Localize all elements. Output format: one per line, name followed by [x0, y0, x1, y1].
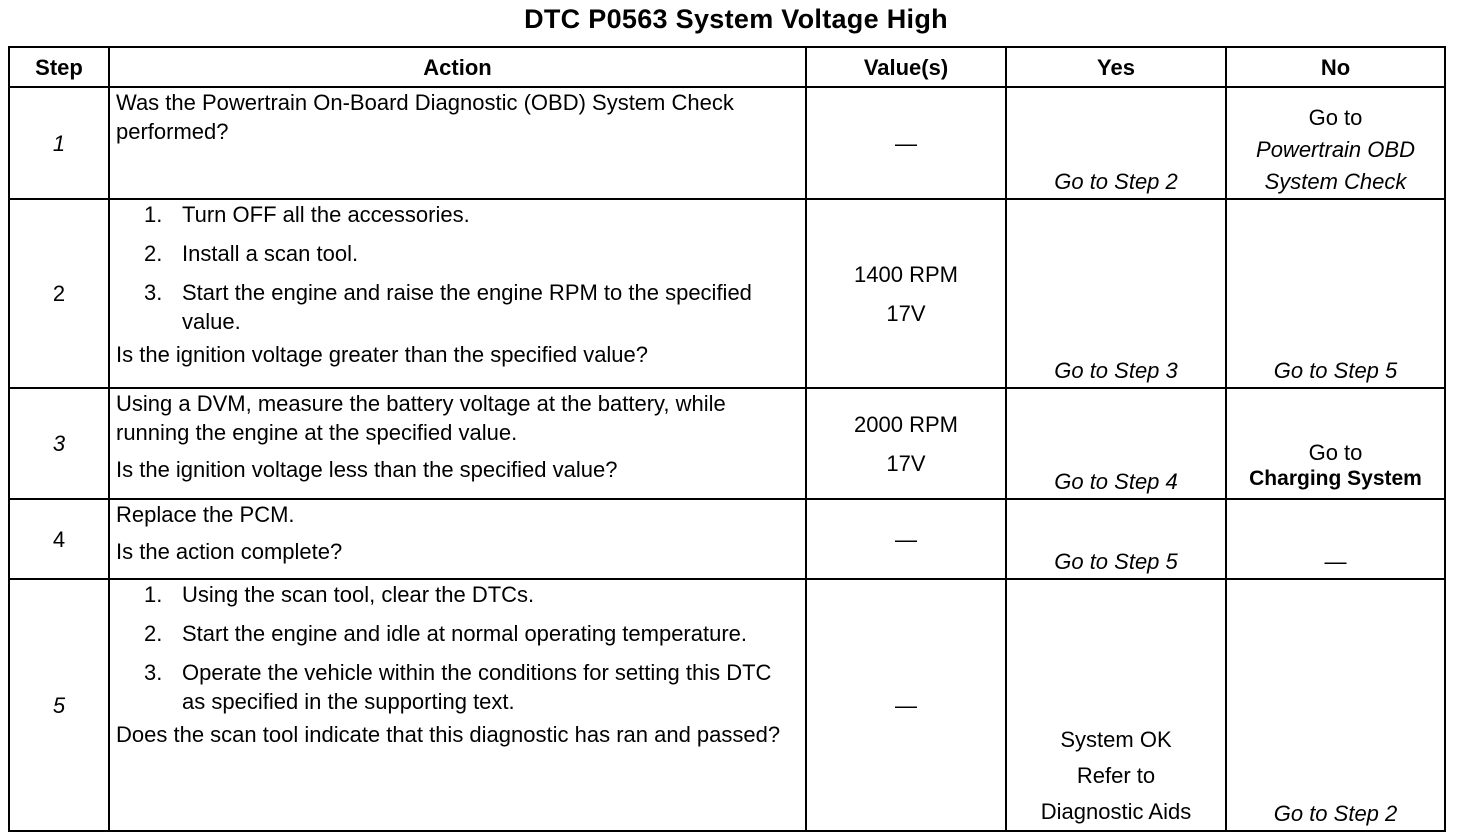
action-question: Is the ignition voltage greater than the specified value? [116, 342, 649, 367]
yes-line: Refer to [1076, 763, 1156, 788]
step-number: 2 [9, 199, 109, 388]
no-cell [1226, 499, 1445, 579]
action-cell [109, 499, 806, 579]
table-row [9, 199, 1445, 388]
no-line: Go to Step 2 [1273, 801, 1398, 826]
step-number: 3 [9, 388, 109, 499]
action-question: Is the ignition voltage less than the specified value? [116, 457, 618, 482]
list-item: 3. Operate the vehicle within the conditions for setting this DTC as specified in the supporting text. [144, 660, 772, 714]
action-step-list [116, 580, 799, 716]
yes-line: System OK [1060, 727, 1172, 752]
header-action: Action [109, 47, 806, 87]
list-item: 1. Using the scan tool, clear the DTCs. [144, 582, 535, 607]
yes-line: Go to Step 5 [1054, 549, 1178, 574]
values-cell [806, 388, 1006, 499]
value-line: 2000 RPM [854, 411, 958, 437]
values-cell [806, 199, 1006, 388]
yes-line: Go to Step 2 [1054, 169, 1178, 194]
action-question: Is the action complete? [116, 539, 343, 564]
no-cell [1226, 579, 1445, 831]
value-line: 17V [886, 300, 926, 326]
yes-cell [1006, 388, 1226, 499]
value-line: 17V [886, 450, 926, 476]
values-cell [806, 579, 1006, 831]
value-line: 1400 RPM [854, 261, 958, 287]
action-text: Replace the PCM. [116, 502, 295, 527]
yes-cell [1006, 199, 1226, 388]
yes-line: Go to Step 3 [1054, 358, 1178, 383]
no-cell [1226, 87, 1445, 199]
header-step: Step [9, 47, 109, 87]
table-header-row [9, 47, 1445, 87]
step-number: 4 [9, 499, 109, 579]
list-item: 2. Install a scan tool. [144, 241, 359, 266]
list-item: 3. Start the engine and raise the engine RPM to the specified value. [144, 280, 752, 334]
yes-line: Diagnostic Aids [1040, 799, 1192, 824]
table-row [9, 579, 1445, 831]
action-cell [109, 87, 806, 199]
no-line: Go to Step 5 [1273, 358, 1398, 383]
header-values: Value(s) [806, 47, 1006, 87]
value-line: — [895, 130, 917, 156]
no-line: Go to [1308, 440, 1363, 465]
action-cell [109, 579, 806, 831]
header-no: No [1226, 47, 1445, 87]
action-step-list [116, 200, 799, 336]
step-number: 1 [9, 87, 109, 199]
step-number: 5 [9, 579, 109, 831]
action-cell [109, 199, 806, 388]
values-cell [806, 87, 1006, 199]
list-item: 1. Turn OFF all the accessories. [144, 202, 470, 227]
header-yes: Yes [1006, 47, 1226, 87]
table-row [9, 499, 1445, 579]
no-line: Charging System [1249, 467, 1422, 490]
yes-cell [1006, 499, 1226, 579]
no-line: Go to [1308, 105, 1363, 130]
no-cell [1226, 388, 1445, 499]
no-line: System Check [1264, 169, 1407, 194]
no-line: Powertrain OBD [1256, 137, 1415, 162]
yes-line: Go to Step 4 [1054, 469, 1178, 494]
action-cell [109, 388, 806, 499]
action-text: Using a DVM, measure the battery voltage at the battery, while running the engine at the specified value. [116, 391, 726, 445]
values-cell [806, 499, 1006, 579]
no-cell [1226, 199, 1445, 388]
value-line: — [895, 692, 917, 718]
table-row [9, 87, 1445, 199]
list-item: 2. Start the engine and idle at normal operating temperature. [144, 621, 748, 646]
yes-cell [1006, 579, 1226, 831]
value-line: — [895, 526, 917, 552]
no-line: — [1324, 549, 1347, 574]
action-question: Does the scan tool indicate that this diagnostic has ran and passed? [116, 722, 781, 747]
table-row [9, 388, 1445, 499]
page-title: DTC P0563 System Voltage High [524, 4, 948, 34]
action-text: Was the Powertrain On-Board Diagnostic (OBD) System Check performed? [116, 90, 734, 144]
yes-cell [1006, 87, 1226, 199]
diagnostic-table [8, 46, 1446, 832]
